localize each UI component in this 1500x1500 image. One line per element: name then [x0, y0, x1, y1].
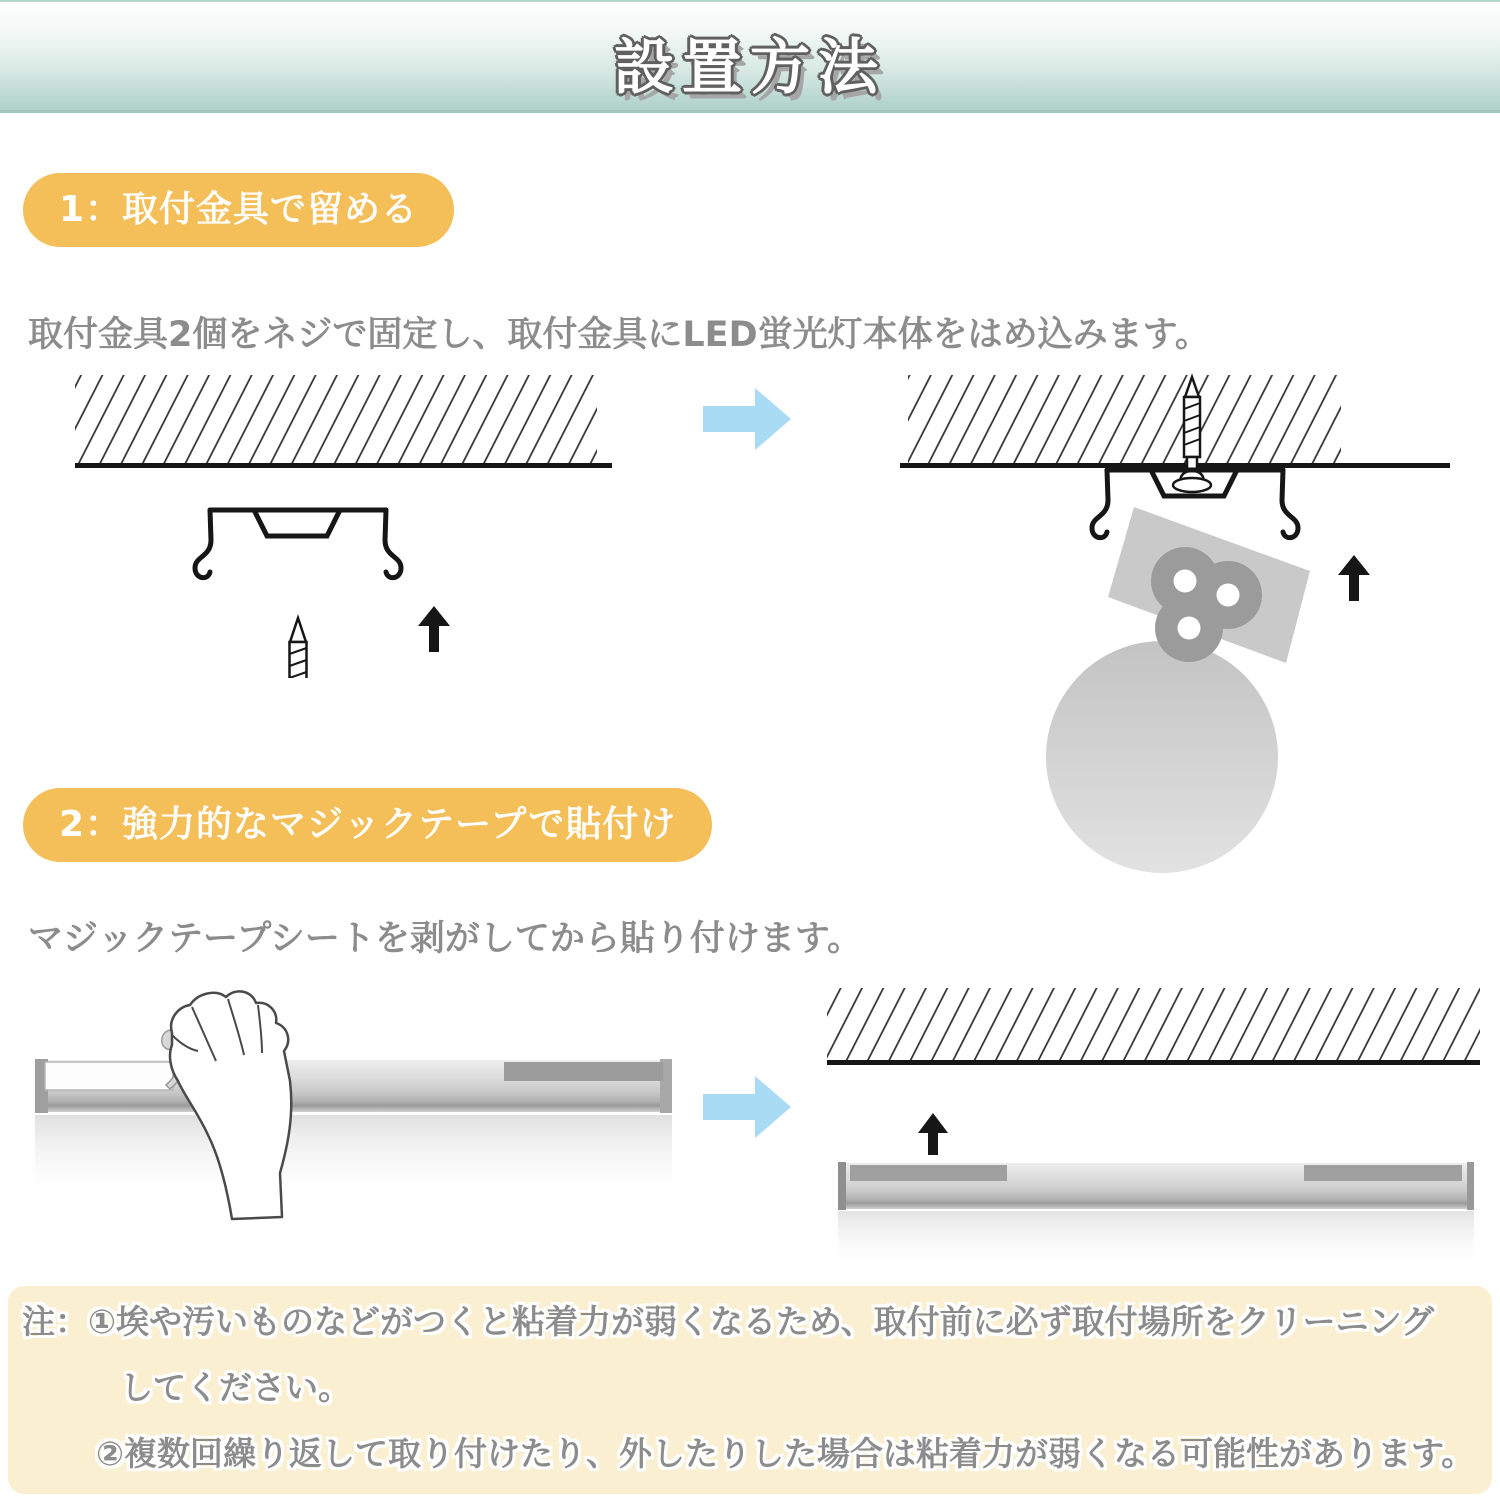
arrow-right-icon	[703, 388, 793, 452]
attached-bar-diagram	[780, 975, 1500, 1275]
connector-pin-hole	[1217, 584, 1240, 607]
note-line-1: 注：①埃や汚いものなどがつくと粘着力が弱くなるため、取付前に必ず取付場所をクリーニング	[22, 1302, 1434, 1341]
ceiling-hatch	[908, 375, 1341, 463]
velcro-strip	[1304, 1165, 1462, 1181]
note-line-3: ②複数回繰り返して取り付けたり、外したりした場合は粘着力が弱くなる可能性があります。	[96, 1434, 1475, 1473]
ceiling-line	[900, 463, 1450, 468]
step1-badge-label: 1：取付金具で留める	[59, 189, 419, 230]
up-arrow-icon	[1338, 555, 1370, 601]
screw-icon	[283, 618, 313, 678]
up-arrow-icon	[418, 606, 450, 652]
velcro-strip	[850, 1165, 1007, 1181]
bracket-screw-diagram	[60, 368, 630, 678]
bracket-installed-diagram	[890, 365, 1470, 895]
page-header	[0, 0, 1500, 113]
ceiling-line	[827, 1060, 1480, 1065]
connector-pin-hole	[1178, 617, 1201, 640]
bar-reflection	[838, 1211, 1474, 1269]
up-arrow-icon	[918, 1113, 948, 1155]
step1-badge	[23, 173, 454, 247]
ceiling-hatch	[827, 988, 1480, 1060]
step2-badge-label: 2：強力的なマジックテープで貼付け	[59, 804, 677, 845]
led-bar	[838, 1162, 1474, 1269]
note-box	[8, 1286, 1492, 1494]
step1-description: 取付金具2個をネジで固定し、取付金具にLED蛍光灯本体をはめ込みます。	[28, 315, 1210, 355]
velcro-strip	[504, 1062, 663, 1081]
step2-description: マジックテープシートを剥がしてから貼り付けます。	[28, 919, 863, 959]
connector-pin-hole	[1174, 570, 1197, 593]
step2-badge	[23, 788, 712, 862]
bar-reflection	[35, 1115, 672, 1203]
note-line-2: してください。	[120, 1368, 351, 1407]
ceiling-hatch	[75, 375, 597, 463]
tape-peel-diagram	[20, 985, 690, 1250]
mounting-bracket-icon	[195, 510, 401, 578]
led-fixture-end	[1046, 507, 1310, 873]
page-title: 設置方法	[614, 33, 886, 103]
peeled-tape-area	[45, 1062, 173, 1090]
ceiling-line	[75, 463, 612, 468]
